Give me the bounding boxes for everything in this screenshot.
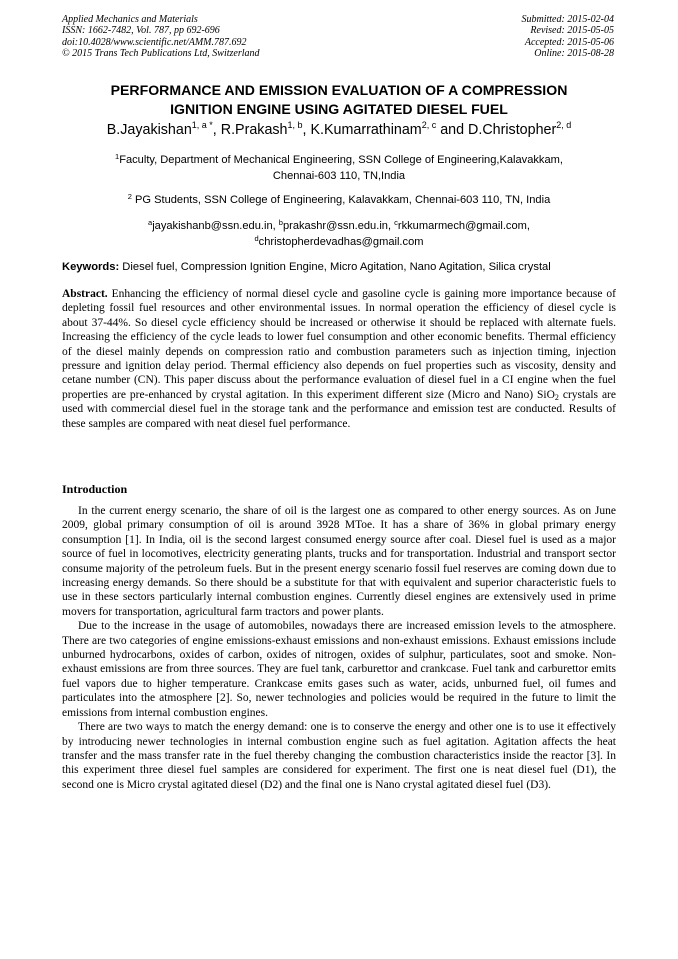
author-separator: , [302,122,311,138]
abstract-text: crystals are used with commercial diesel fuel in the storage tank and the performance and emission test are conducted. Results of these samples are compared with neat diesel fuel performance. [62,388,616,430]
abstract [62,287,616,431]
keywords [62,260,622,275]
affiliation-marker: 1 [115,152,120,161]
email-address: christopherdevadhas@gmail.com [258,236,424,248]
copyright-line: © 2015 Trans Tech Publications Ltd, Switzerland [62,48,260,60]
affiliation-text: Faculty, Department of Mechanical Engineering, SSN College of Engineering,Kalavakkam, [119,154,563,166]
issn-line: ISSN: 1662-7482, Vol. 787, pp 692-696 [62,25,220,37]
author-marker: 2, d [556,120,572,130]
keywords-text: Diesel fuel, Compression Ignition Engine, Micro Agitation, Nano Agitation, Silica crystal [119,261,551,273]
author-name: K.Kumarrathinam [310,122,422,138]
journal-name: Applied Mechanics and Materials [62,14,198,25]
keywords-label: Keywords: [62,261,120,273]
introduction-body [62,504,616,792]
author-name: R.Prakash [220,122,288,138]
author-marker: 1, a * [191,120,213,130]
affiliation-2 [62,192,616,208]
journal-info [62,14,260,60]
email-marker: a [148,218,153,227]
abstract-text: Enhancing the efficiency of normal diesel cycle and gasoline cycle is gaining more importance because of depleting fossil fuel resources and other environmental issues. In normal operation the efficiency of diesel cycle is about 37-44%. So diesel cycle efficiency should be increased or otherwise it should be replaced with alternate fuels. Increasing the efficiency of the cycle leads to lower fuel consumption and other economic benefits. Thermal efficiency of the diesel mainly depends on compression ratio and combustion parameters such as injection timing, injection pressure and ignition delay period. Thermal efficiency also depends on fuel properties such as viscosity, density and cetane number (CN). This paper discuss about the performance evaluation of diesel fuel in a CI engine when the fuel properties are pre-enhanced by crystal agitation. In this experiment different size (Micro and Nano) SiO [62,288,616,401]
author-marker: 2, c [421,120,437,130]
affiliation-1 [62,152,616,184]
affiliation-marker: 2 [127,192,132,201]
paragraph: Due to the increase in the usage of automobiles, nowadays there are increased emission levels to the atmosphere. There are two categories of engine emissions-exhaust emissions and non-exhaust emissions. Exhaust emissions include unburned hydrocarbons, oxides of carbon, oxides of nitrogen, oxides of sulphur, particulates, soot and smoke. Non-exhaust emissions are from three sources. They are fuel tank, carburettor and crankcase. Fuel tank and carburettor emits fuel vapors due to higher temperature. Crankcase emits gases such as water, acids, unburned fuel, oil fumes and particulates into the atmosphere [2]. So, newer technologies and policies would be required in the future to limit the emissions from internal combustion engines. [62,620,616,719]
doi-line: doi:10.4028/www.scientific.net/AMM.787.692 [62,36,247,48]
subscript: 2 [554,392,559,402]
email-marker: d [254,234,259,243]
email-address: prakashr@ssn.edu.in, [282,220,395,232]
author-name: B.Jayakishan [106,122,192,138]
email-marker: c [394,218,398,227]
author-marker: 1, b [287,120,303,130]
author-name: D.Christopher [468,122,557,138]
online-date: Online: 2015-08-28 [534,48,614,60]
submitted-date: Submitted: 2015-02-04 [521,14,614,25]
author-separator: , [212,122,221,138]
email-address: rkkumarmech@gmail.com, [397,220,530,232]
email-list [62,218,616,250]
paper-title [62,81,616,119]
abstract-label: Abstract. [62,288,108,300]
affiliation-text: PG Students, SSN College of Engineering, Kalavakkam, Chennai-603 110, TN, India [131,194,551,206]
publication-dates [522,14,615,60]
email-address: jayakishanb@ssn.edu.in, [152,220,279,232]
author-separator: and [436,122,469,138]
affiliation-text: Chennai-603 110, TN,India [272,170,406,182]
paragraph: There are two ways to match the energy demand: one is to conserve the energy and other one is to use it effectively by introducing newer technologies in internal combustion engine such as fuel agitation. Agitation affects the heat transfer and the mass transfer rate in the fuel thereby changing the combustion characteristics inside the reactor [3]. In this experiment three diesel fuel samples are considered for experiment. The first one is neat diesel fuel (D1), the second one is Micro crystal agitated diesel (D2) and the final one is Nano crystal agitated diesel fuel (D3). [62,721,616,791]
section-heading: Introduction [62,482,128,496]
title-line-1: PERFORMANCE AND EMISSION EVALUATION OF A COMPRESSION [110,82,568,98]
paragraph: In the current energy scenario, the share of oil is the largest one as compared to other energy sources. As on June 2009, global primary consumption of oil is around 3928 MToe. It has a share of 36% in global primary energy consumption [1]. In India, oil is the second largest consumed energy source after coal. Diesel fuel is used as a major source of fuel in locomotives, electricity generating plants, trucks and for transportation. Industrial and transport sector consume majority of the petroleum fuels. But in the present energy scenario fossil fuel reserves are coming down due to increasing energy demands. So there should be a substitute for that with equivalent and superior characteristic fuels to use in these sectors particularly internal combustion engines. Currently diesel engines are extensively used in prime movers for transportation, agricultural farm tractors and power plants. [62,505,616,618]
author-list [40,120,638,140]
accepted-date: Accepted: 2015-05-06 [524,36,614,48]
title-line-2: IGNITION ENGINE USING AGITATED DIESEL FUEL [170,101,508,117]
email-marker: b [278,218,283,227]
revised-date: Revised: 2015-05-05 [530,25,614,37]
